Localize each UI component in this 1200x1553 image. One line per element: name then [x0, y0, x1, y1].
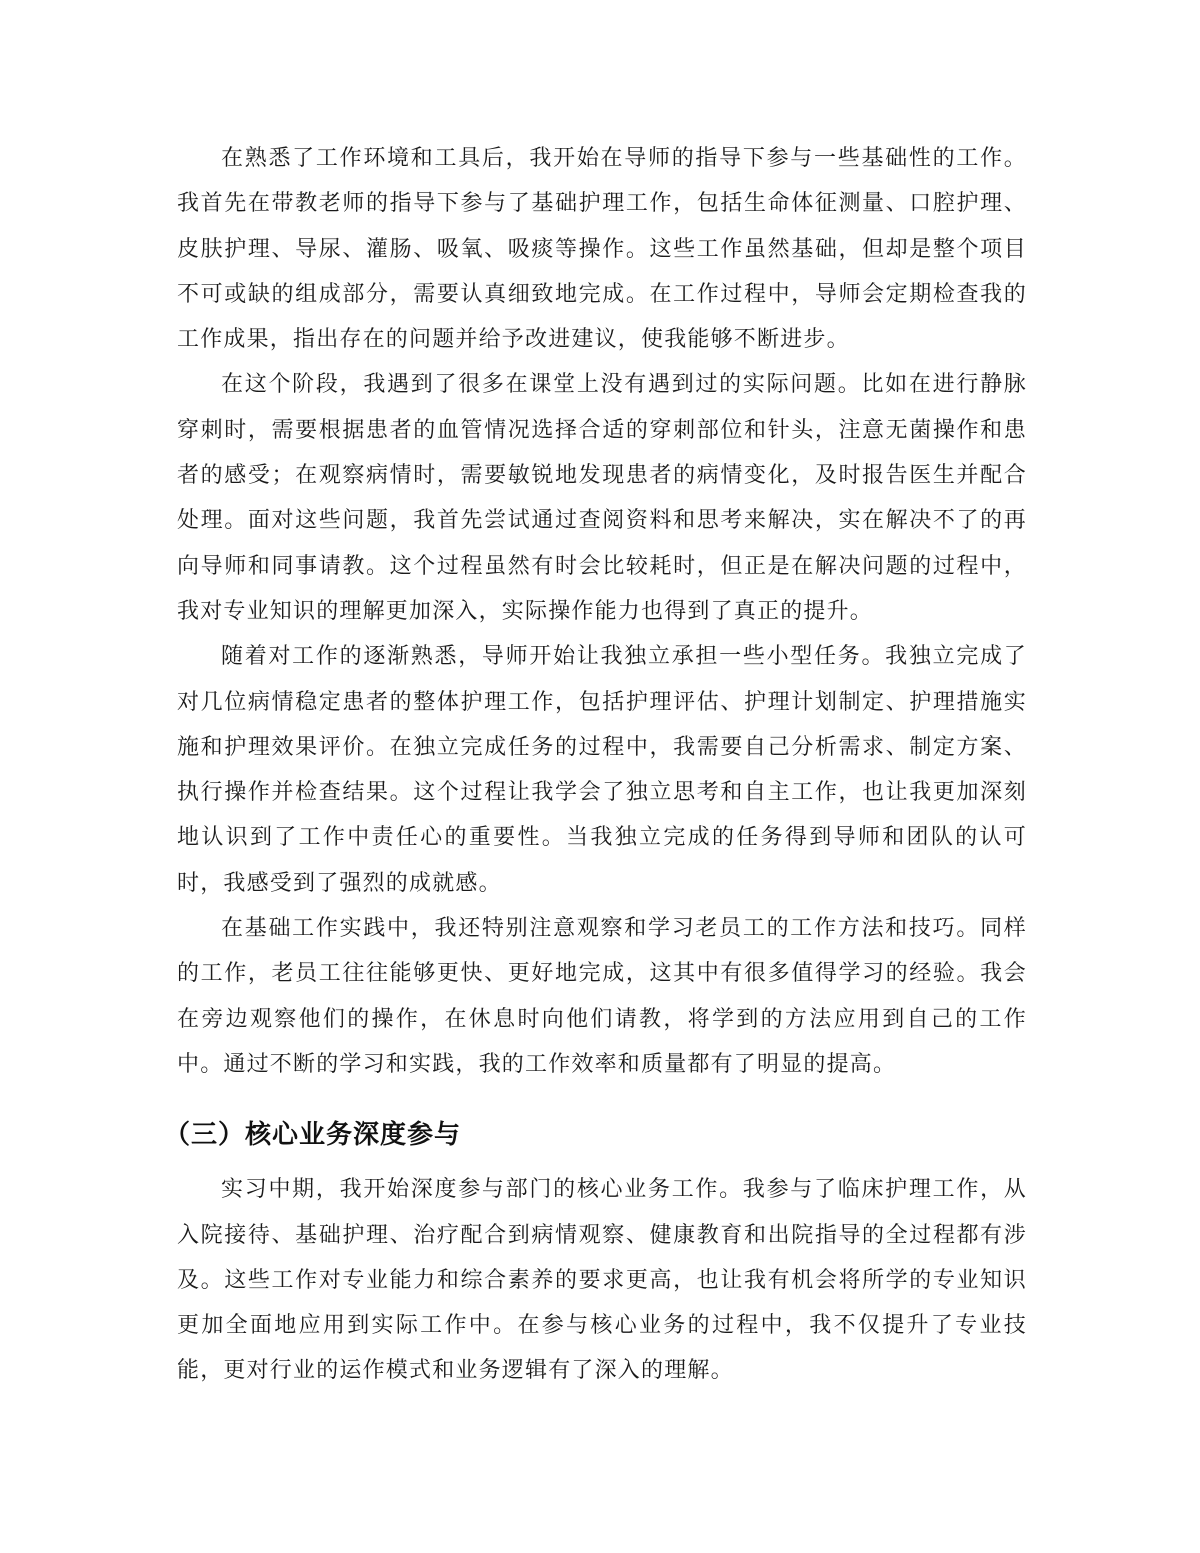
paragraph-core-business: 实习中期，我开始深度参与部门的核心业务工作。我参与了临床护理工作，从入院接待、基础护理、治疗配合到病情观察、健康教育和出院指导的全过程都有涉及。这些工作对专业能力和综合素养的要求更高，也让我有机会将所学的专业知识更加全面地应用到实际工作中。在参与核心业务的过程中，我不仅提升了专业技能，更对行业的运作模式和业务逻辑有了深入的理解。	[177, 1177, 1027, 1384]
section-heading: （三）核心业务深度参与	[164, 1120, 462, 1151]
paragraph-practical-problems: 在这个阶段，我遇到了很多在课堂上没有遇到过的实际问题。比如在进行静脉穿刺时，需要根据患者的血管情况选择合适的穿刺部位和针头，注意无菌操作和患者的感受；在观察病情时，需要敏锐地发现患者的病情变化，及时报告医生并配合处理。面对这些问题，我首先尝试通过查阅资料和思考来解决，实在解决不了的再向导师和同事请教。这个过程虽然有时会比较耗时，但正是在解决问题的过程中，我对专业知识的理解更加深入，实际操作能力也得到了真正的提升。	[177, 372, 1027, 624]
paragraph-learning-from-staff: 在基础工作实践中，我还特别注意观察和学习老员工的工作方法和技巧。同样的工作，老员工往往能够更快、更好地完成，这其中有很多值得学习的经验。我会在旁边观察他们的操作，在休息时向他们请教，将学到的方法应用到自己的工作中。通过不断的学习和实践，我的工作效率和质量都有了明显的提高。	[177, 916, 1027, 1077]
paragraph-basic-work: 在熟悉了工作环境和工具后，我开始在导师的指导下参与一些基础性的工作。我首先在带教老师的指导下参与了基础护理工作，包括生命体征测量、口腔护理、皮肤护理、导尿、灌肠、吸氧、吸痰等操作。这些工作虽然基础，但却是整个项目不可或缺的组成部分，需要认真细致地完成。在工作过程中，导师会定期检查我的工作成果，指出存在的问题并给予改进建议，使我能够不断进步。	[177, 146, 1027, 353]
document-body	[164, 136, 1027, 1394]
paragraph-independent-tasks: 随着对工作的逐渐熟悉，导师开始让我独立承担一些小型任务。我独立完成了对几位病情稳定患者的整体护理工作，包括护理评估、护理计划制定、护理措施实施和护理效果评价。在独立完成任务的过程中，我需要自己分析需求、制定方案、执行操作并检查结果。这个过程让我学会了独立思考和自主工作，也让我更加深刻地认识到了工作中责任心的重要性。当我独立完成的任务得到导师和团队的认可时，我感受到了强烈的成就感。	[177, 644, 1027, 896]
